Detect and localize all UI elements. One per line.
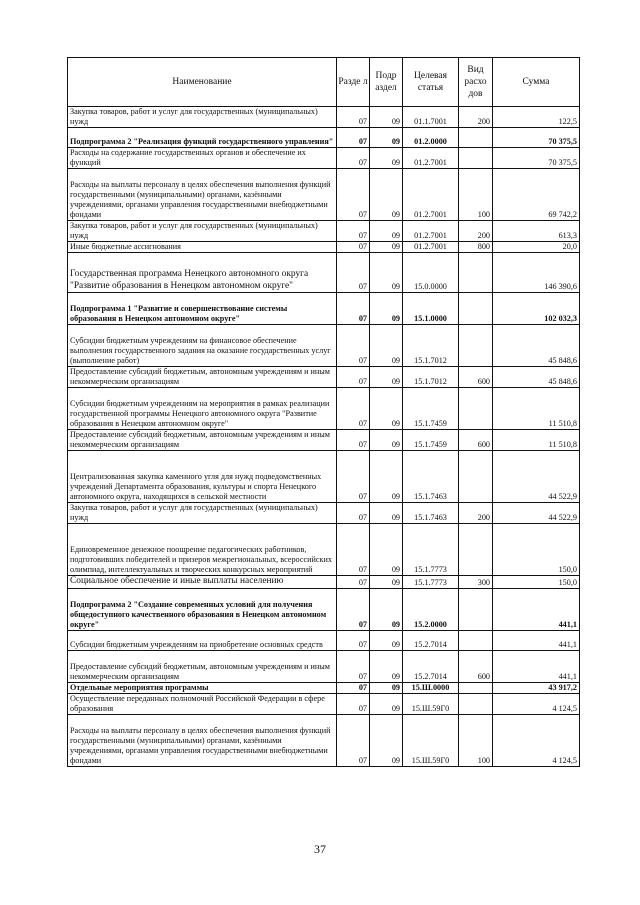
cell-name: Расходы на выплаты персоналу в целях обеспечения выполнения функций государственными (муниципальными) органами, казёнными учреждениями, органами управления государственными внебюджетными фондами [68,714,337,766]
cell-celevaya: 15.0.0000 [403,253,459,293]
table-row [68,107,580,128]
cell-razdel: 07 [337,367,370,388]
cell-vid [459,253,493,293]
table-body [68,107,580,767]
cell-podrazdel: 09 [370,503,403,524]
cell-name: Централизованная закупка каменного угля для нужд подведомственных учреждений Департамента образования, культуры и спорта Ненецкого автономного округа, находящихся в сельской местности [68,451,337,503]
cell-name: Единовременное денежное поощрение педагогических работников, подготовивших победителей и призеров межрегиональных, всероссийских олимпиад, интеллектуальных и творческих конкурсных мероприятий [68,524,337,576]
cell-celevaya: 15.2.0000 [403,588,459,630]
cell-celevaya: 15.1.7459 [403,388,459,430]
cell-celevaya: 15.2.7014 [403,650,459,682]
cell-summa: 45 848,6 [493,367,580,388]
cell-name: Субсидии бюджетным учреждениям на мероприятия в рамках реализации государственной программы Ненецкого автономного округа "Развитие образования в Ненецком автономном округе" [68,388,337,430]
cell-podrazdel: 09 [370,253,403,293]
cell-summa: 70 375,5 [493,128,580,148]
cell-podrazdel: 09 [370,293,403,325]
cell-celevaya: 01.1.7001 [403,107,459,128]
table-row [68,576,580,589]
table-row [68,325,580,367]
cell-razdel: 07 [337,693,370,714]
cell-celevaya: 01.2.7001 [403,221,459,242]
cell-vid: 600 [459,430,493,451]
header-podrazdel: Подр аздел [370,58,403,107]
cell-vid [459,524,493,576]
cell-name: Предоставление субсидий бюджетным, автономным учреждениям и иным некоммерческим организациям [68,430,337,451]
cell-celevaya: 15.1.7773 [403,524,459,576]
cell-name: Осуществление переданных полномочий Российской Федерации в сфере образования [68,693,337,714]
cell-name: Государственная программа Ненецкого автономного округа "Развитие образования в Ненецком автономном округе" [68,253,337,293]
cell-podrazdel: 09 [370,148,403,169]
cell-vid: 300 [459,576,493,589]
cell-vid: 200 [459,221,493,242]
cell-celevaya: 01.2.7001 [403,148,459,169]
cell-razdel: 07 [337,650,370,682]
cell-razdel: 07 [337,325,370,367]
table-row [68,148,580,169]
table-row [68,630,580,650]
cell-celevaya: 15.Ш.59Г0 [403,714,459,766]
cell-name: Подпрограмма 2 "Создание современных условий для получения общедоступного качественного образования в Ненецком автономном округе" [68,588,337,630]
cell-razdel: 07 [337,714,370,766]
cell-name: Иные бюджетные ассигнования [68,242,337,253]
cell-name: Субсидии бюджетным учреждениям на финансовое обеспечение выполнения государственного задания на оказание государственных услуг (выполнение работ) [68,325,337,367]
header-razdel: Разде л [337,58,370,107]
table-row [68,128,580,148]
cell-celevaya: 01.2.0000 [403,128,459,148]
cell-celevaya: 15.2.7014 [403,630,459,650]
cell-summa: 43 917,2 [493,682,580,693]
cell-celevaya: 15.1.7012 [403,367,459,388]
cell-summa: 11 510,8 [493,388,580,430]
table-row [68,169,580,221]
cell-celevaya: 01.2.7001 [403,242,459,253]
cell-razdel: 07 [337,242,370,253]
cell-celevaya: 15.1.7463 [403,451,459,503]
table-header-row [68,58,580,107]
cell-razdel: 07 [337,576,370,589]
cell-summa: 44 522,9 [493,503,580,524]
cell-vid: 800 [459,242,493,253]
cell-celevaya: 01.2.7001 [403,169,459,221]
header-vid: Вид расхо дов [459,58,493,107]
cell-podrazdel: 09 [370,107,403,128]
budget-table [67,57,580,767]
table-row [68,388,580,430]
cell-podrazdel: 09 [370,242,403,253]
cell-vid [459,148,493,169]
page-number: 37 [314,842,326,856]
cell-name: Предоставление субсидий бюджетным, автономным учреждениям и иным некоммерческим организациям [68,367,337,388]
cell-podrazdel: 09 [370,221,403,242]
cell-summa: 441,1 [493,588,580,630]
table-row [68,293,580,325]
cell-summa: 69 742,2 [493,169,580,221]
table-row [68,430,580,451]
cell-summa: 70 375,5 [493,148,580,169]
cell-name: Подпрограмма 2 "Реализация функций государственного управления" [68,128,337,148]
table-row [68,253,580,293]
cell-vid [459,128,493,148]
cell-vid: 100 [459,169,493,221]
cell-summa: 102 032,3 [493,293,580,325]
table-row [68,451,580,503]
cell-name: Предоставление субсидий бюджетным, автономным учреждениям и иным некоммерческим организациям [68,650,337,682]
cell-summa: 122,5 [493,107,580,128]
cell-summa: 150,0 [493,524,580,576]
cell-summa: 441,1 [493,650,580,682]
cell-vid [459,293,493,325]
cell-summa: 45 848,6 [493,325,580,367]
cell-celevaya: 15.Ш.0000 [403,682,459,693]
cell-razdel: 07 [337,221,370,242]
cell-name: Закупка товаров, работ и услуг для государственных (муниципальных) нужд [68,221,337,242]
cell-podrazdel: 09 [370,650,403,682]
cell-summa: 11 510,8 [493,430,580,451]
cell-vid [459,682,493,693]
cell-name: Отдельные мероприятия программы [68,682,337,693]
cell-summa: 146 390,6 [493,253,580,293]
cell-razdel: 07 [337,107,370,128]
cell-razdel: 07 [337,682,370,693]
cell-podrazdel: 09 [370,388,403,430]
table-row [68,650,580,682]
cell-podrazdel: 09 [370,430,403,451]
cell-vid [459,588,493,630]
cell-podrazdel: 09 [370,682,403,693]
cell-vid: 200 [459,107,493,128]
cell-vid: 100 [459,714,493,766]
cell-razdel: 07 [337,148,370,169]
cell-vid: 600 [459,367,493,388]
cell-razdel: 07 [337,388,370,430]
cell-razdel: 07 [337,451,370,503]
cell-summa: 613,3 [493,221,580,242]
cell-razdel: 07 [337,128,370,148]
cell-razdel: 07 [337,630,370,650]
cell-podrazdel: 09 [370,367,403,388]
table-row [68,367,580,388]
table-row [68,242,580,253]
budget-sheet [67,57,579,767]
cell-celevaya: 15.1.0000 [403,293,459,325]
table-row [68,503,580,524]
table-row [68,682,580,693]
cell-podrazdel: 09 [370,451,403,503]
cell-vid [459,630,493,650]
table-row [68,588,580,630]
cell-razdel: 07 [337,503,370,524]
cell-razdel: 07 [337,524,370,576]
cell-summa: 441,1 [493,630,580,650]
header-name: Наименование [68,58,337,107]
cell-celevaya: 15.1.7463 [403,503,459,524]
cell-name: Субсидии бюджетным учреждениям на приобретение основных средств [68,630,337,650]
cell-vid: 200 [459,503,493,524]
cell-podrazdel: 09 [370,169,403,221]
cell-name: Социальное обеспечение и иные выплаты населению [68,576,337,589]
cell-podrazdel: 09 [370,630,403,650]
table-row [68,221,580,242]
cell-celevaya: 15.1.7459 [403,430,459,451]
cell-name: Расходы на выплаты персоналу в целях обеспечения выполнения функций государственными (муниципальными) органами, казёнными учреждениями, органами управления государственными внебюджетными фондами [68,169,337,221]
cell-razdel: 07 [337,430,370,451]
cell-podrazdel: 09 [370,128,403,148]
cell-celevaya: 15.1.7773 [403,576,459,589]
cell-podrazdel: 09 [370,714,403,766]
cell-podrazdel: 09 [370,524,403,576]
cell-podrazdel: 09 [370,693,403,714]
cell-celevaya: 15.Ш.59Г0 [403,693,459,714]
cell-celevaya: 15.1.7012 [403,325,459,367]
cell-name: Закупка товаров, работ и услуг для государственных (муниципальных) нужд [68,503,337,524]
cell-podrazdel: 09 [370,576,403,589]
header-summa: Сумма [493,58,580,107]
header-celevaya: Целевая статья [403,58,459,107]
cell-razdel: 07 [337,253,370,293]
cell-vid [459,388,493,430]
cell-summa: 44 522,9 [493,451,580,503]
cell-summa: 4 124,5 [493,693,580,714]
cell-vid [459,693,493,714]
cell-summa: 150,0 [493,576,580,589]
cell-podrazdel: 09 [370,325,403,367]
cell-razdel: 07 [337,169,370,221]
cell-name: Подпрограмма 1 "Развитие и совершенствование системы образования в Ненецком автономном округе" [68,293,337,325]
cell-podrazdel: 09 [370,588,403,630]
table-row [68,524,580,576]
cell-razdel: 07 [337,588,370,630]
cell-vid [459,325,493,367]
cell-vid: 600 [459,650,493,682]
table-row [68,693,580,714]
cell-summa: 4 124,5 [493,714,580,766]
cell-vid [459,451,493,503]
cell-razdel: 07 [337,293,370,325]
table-row [68,714,580,766]
cell-name: Закупка товаров, работ и услуг для государственных (муниципальных) нужд [68,107,337,128]
cell-summa: 20,0 [493,242,580,253]
cell-name: Расходы на содержание государственных органов и обеспечение их функций [68,148,337,169]
